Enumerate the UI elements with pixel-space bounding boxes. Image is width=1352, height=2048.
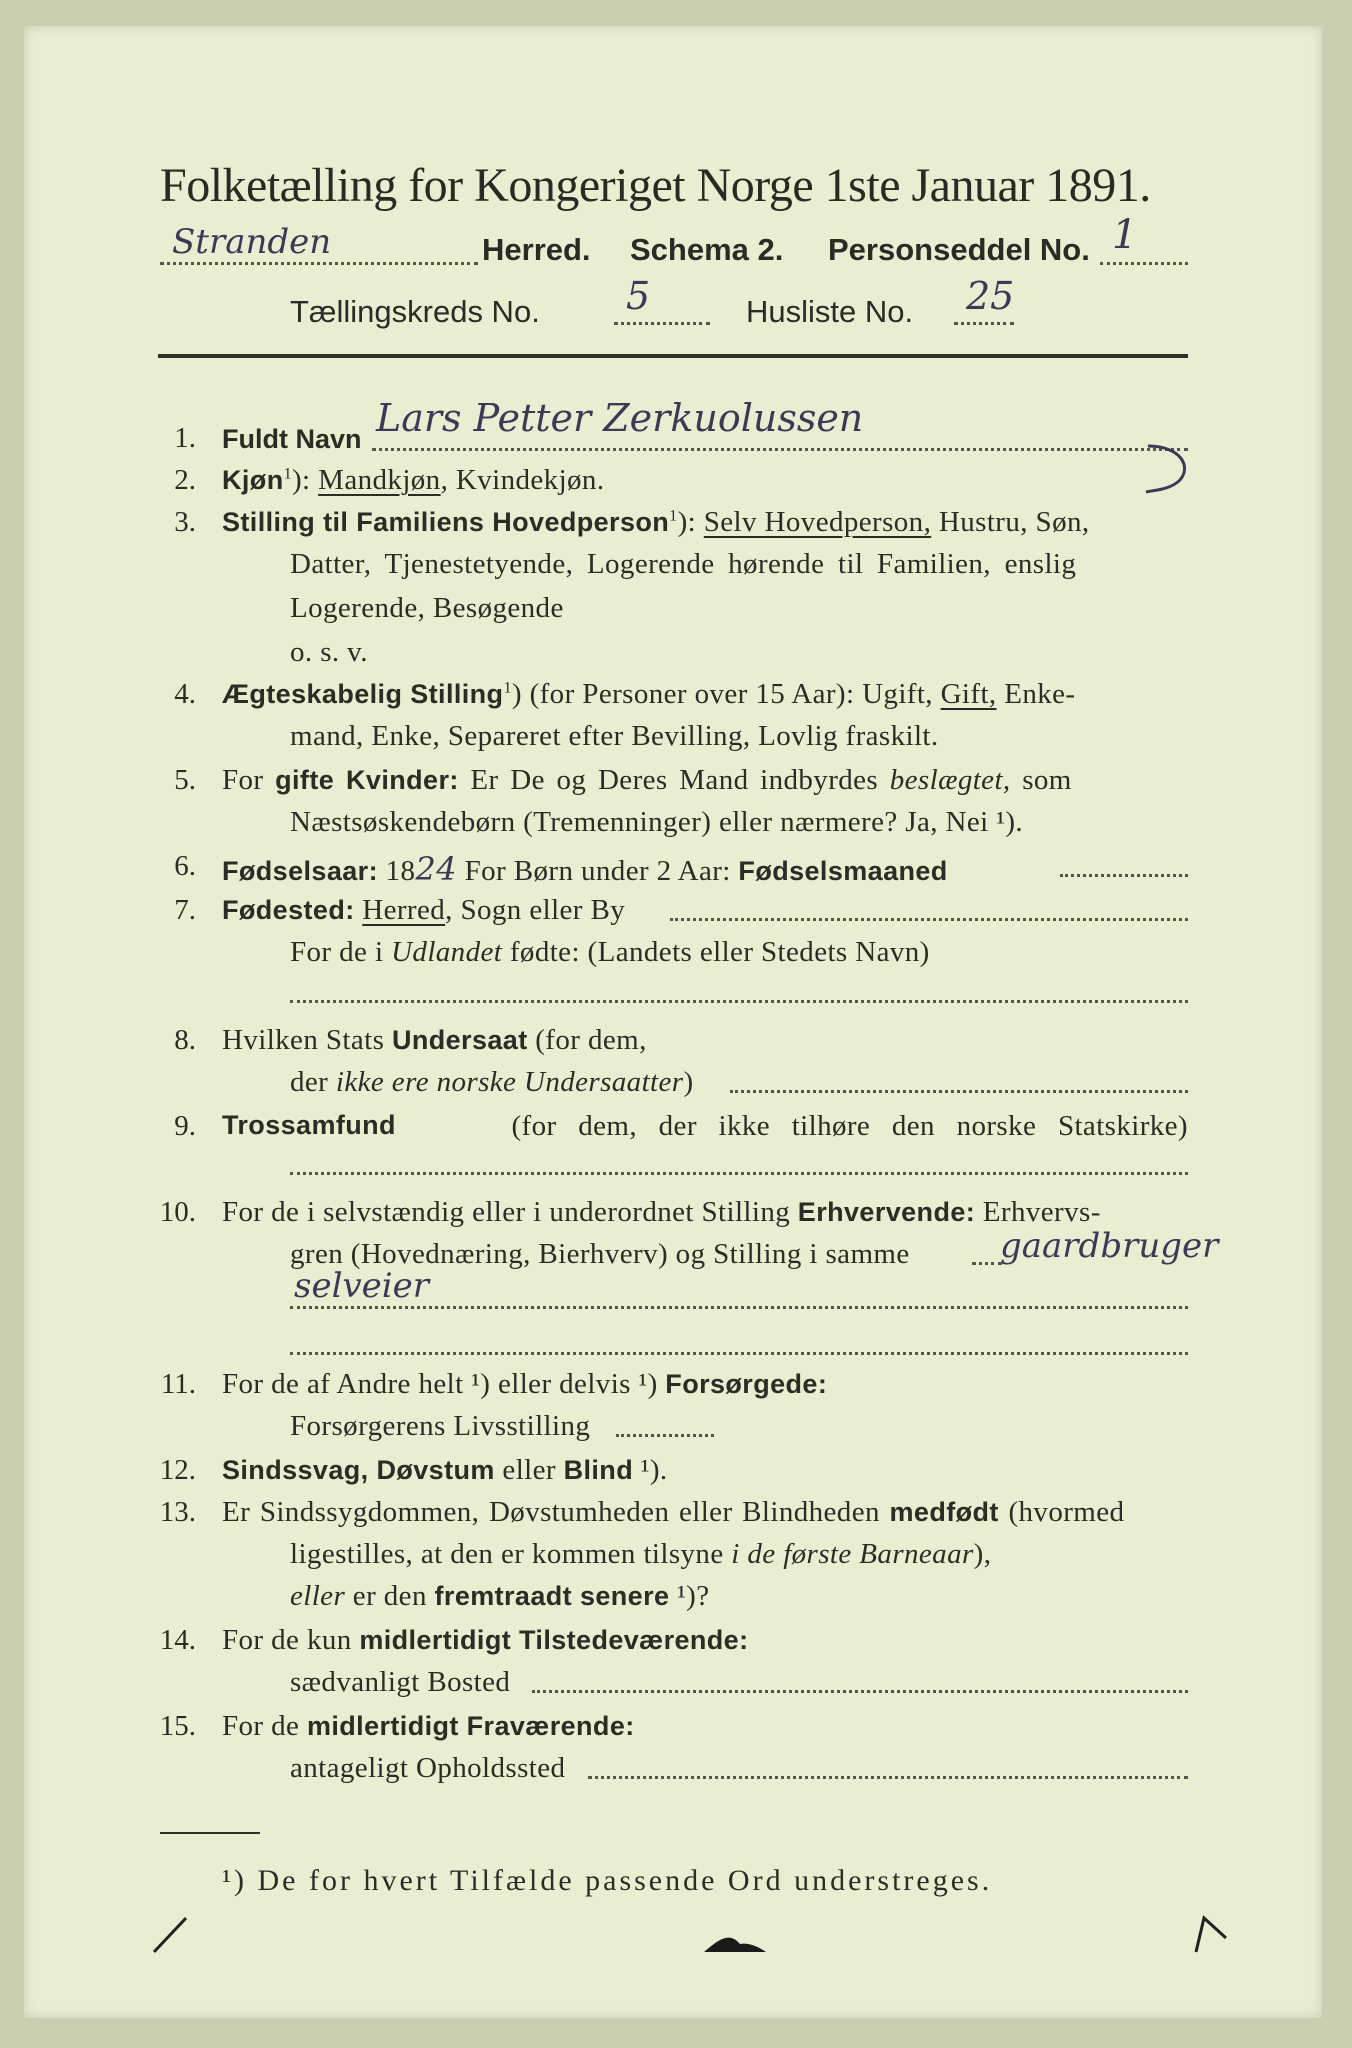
item-11-number: 11. <box>160 1368 196 1400</box>
item-10-dotted-line2 <box>290 1306 1188 1309</box>
item-12-number: 12. <box>159 1454 196 1486</box>
item-11-label: Forsørgede: <box>665 1369 828 1399</box>
item-3-option-selv-hovedperson: Selv Hovedperson, <box>703 506 932 538</box>
item-9-dotted-line <box>290 1172 1188 1175</box>
item-13-line3 <box>290 1580 710 1613</box>
item-12-rest2: ¹). <box>633 1454 668 1486</box>
item-5-label: gifte Kvinder: <box>275 765 459 795</box>
item-2-option-mandkjon: Mandkjøn <box>318 464 441 496</box>
item-8-line2 <box>290 1066 694 1099</box>
item-1-value-handwritten: Lars Petter Zerkuolussen <box>376 396 864 440</box>
item-9-rest1: (for dem, der ikke tilhøre den norske Statskirke) <box>511 1110 1188 1142</box>
item-15-dotted-line <box>588 1776 1188 1779</box>
item-4-sup: 1 <box>503 679 512 697</box>
item-13-line1 <box>222 1496 1124 1529</box>
item-13-line3-italic: eller <box>290 1580 346 1612</box>
item-10-dotted-line3 <box>290 1352 1188 1355</box>
item-10-handwritten-1: gaardbruger <box>1000 1226 1219 1266</box>
item-10-number: 10. <box>159 1196 196 1228</box>
item-5-pre: For <box>222 764 276 796</box>
kreds-number: 5 <box>626 274 651 318</box>
item-6-rest1: For Børn under 2 Aar: <box>456 855 739 887</box>
item-13-pre: Er Sindssygdommen, Døvstumheden eller Blindheden <box>222 1496 890 1528</box>
item-3-line4: o. s. v. <box>290 636 368 668</box>
item-11-dotted-line <box>616 1434 714 1437</box>
item-14-line1 <box>222 1624 749 1657</box>
margin-mark-right <box>1186 1908 1236 1958</box>
item-11-line2: Forsørgerens Livsstilling <box>290 1410 591 1442</box>
header-rule <box>158 354 1188 358</box>
husliste-number: 25 <box>966 274 1015 318</box>
item-12-label: Sindssvag, Døvstum <box>222 1455 495 1485</box>
item-2-sup: 1 <box>283 465 292 483</box>
item-8-line2b: ) <box>683 1066 694 1098</box>
item-8-line2-italic: ikke ere norske Undersaatter <box>335 1066 684 1098</box>
margin-mark-center <box>700 1930 770 1960</box>
item-8-number: 8. <box>174 1024 196 1056</box>
item-13-label: medfødt <box>889 1497 999 1527</box>
item-9-line1 <box>222 1110 1188 1143</box>
item-1-label: Fuldt Navn <box>222 424 362 454</box>
item-4-rest2: Enke- <box>996 678 1076 710</box>
item-10-line2: gren (Hovednæring, Bierhverv) og Stilling i samme <box>290 1238 910 1270</box>
item-6-label2: Fødselsmaaned <box>738 856 948 886</box>
item-5-number: 5. <box>174 764 196 796</box>
form-title: Folketælling for Kongeriget Norge 1ste Januar 1891. <box>160 159 1151 212</box>
personseddel-label: Personseddel No. <box>828 232 1090 267</box>
item-9-label: Trossamfund <box>222 1110 396 1140</box>
item-13-line3-bold: fremtraadt senere <box>434 1581 670 1611</box>
item-2-label: Kjøn <box>222 465 284 495</box>
item-7-line1 <box>222 894 625 927</box>
item-12-rest1: eller <box>494 1454 564 1486</box>
item-15-label: midlertidigt Fraværende: <box>306 1711 635 1741</box>
item-15-number: 15. <box>159 1710 196 1742</box>
item-2-number: 2. <box>174 464 196 496</box>
item-4-option-gift: Gift, <box>940 678 997 710</box>
item-2-text <box>222 464 604 497</box>
item-13-line2 <box>290 1538 991 1571</box>
item-6-label: Fødselsaar: <box>222 856 378 886</box>
item-14-line2: sædvanligt Bosted <box>290 1666 511 1698</box>
item-2-rest2: , Kvindekjøn. <box>440 464 605 496</box>
herred-label: Herred. <box>482 232 591 267</box>
item-15-line2: antageligt Opholdssted <box>290 1752 566 1784</box>
item-8-line1 <box>222 1024 647 1057</box>
item-4-label: Ægteskabelig Stilling <box>222 679 504 709</box>
item-14-dotted-line <box>532 1690 1188 1693</box>
kreds-dotted-line <box>614 322 710 325</box>
husliste-label: Husliste No. <box>746 294 914 329</box>
item-8-dotted-line <box>730 1090 1188 1093</box>
item-5-line1 <box>222 764 1072 797</box>
item-3-line3: Logerende, Besøgende <box>290 592 564 624</box>
item-7-rest1: , Sogn eller By <box>445 894 626 926</box>
item-7-number: 7. <box>174 894 196 926</box>
item-8-line2a: der <box>290 1066 336 1098</box>
item-3-line1 <box>222 506 1188 539</box>
item-13-line2b: ), <box>973 1538 992 1570</box>
item-13-number: 13. <box>159 1496 196 1528</box>
kreds-label: Tællingskreds No. <box>290 294 540 329</box>
item-3-line2: Datter, Tjenestetyende, Logerende hørende til Familien, enslig <box>290 548 1077 580</box>
item-3-number: 3. <box>174 506 196 538</box>
item-7-dotted-line2 <box>290 1000 1188 1003</box>
item-3-label: Stilling til Familiens Hovedperson <box>222 507 670 537</box>
item-10-line1 <box>222 1196 1101 1229</box>
item-13-rest1: (hvormed <box>998 1496 1125 1528</box>
item-10-label: Erhvervende: <box>797 1197 976 1227</box>
item-4-rest1: ) (for Personer over 15 Aar): Ugift, <box>511 678 941 710</box>
item-12-label2: Blind <box>563 1455 634 1485</box>
item-6-year-prefix: 18 <box>385 855 416 887</box>
item-7-line2b: fødte: (Landets eller Stedets Navn) <box>502 936 930 968</box>
item-1-number: 1. <box>174 422 196 454</box>
item-7-option-herred: Herred <box>362 894 446 926</box>
item-2-brace-mark <box>1140 440 1200 500</box>
item-8-rest1: (for dem, <box>527 1024 647 1056</box>
item-6-line1 <box>222 850 948 888</box>
item-11-pre: For de af Andre helt ¹) eller delvis ¹) <box>222 1368 666 1400</box>
item-5-italic: beslægtet, <box>889 764 1011 796</box>
item-10-rest1: Erhvervs- <box>975 1196 1101 1228</box>
item-7-label: Fødested: <box>222 895 355 925</box>
item-15-line1 <box>222 1710 635 1743</box>
item-6-number: 6. <box>174 850 196 882</box>
item-10-pre: For de i selvstændig eller i underordnet Stilling <box>222 1196 798 1228</box>
item-3-rest2: Hustru, Søn, <box>931 506 1090 538</box>
item-4-line1 <box>222 678 1075 711</box>
item-14-label: midlertidigt Tilstedeværende: <box>359 1625 749 1655</box>
item-3-rest1: ): <box>677 506 704 538</box>
item-3-sup: 1 <box>669 507 678 525</box>
item-5-rest2: som <box>1010 764 1072 796</box>
item-7-dotted-line <box>670 918 1188 921</box>
item-5-rest1: Er De og Deres Mand indbyrdes <box>458 764 890 796</box>
footnote-text: ¹) De for hvert Tilfælde passende Ord understreges. <box>222 1864 993 1897</box>
item-10-dotted-line <box>972 1262 1002 1265</box>
item-10-handwritten-2: selveier <box>294 1266 430 1306</box>
personseddel-number: 1 <box>1112 212 1138 258</box>
item-15-pre: For de <box>222 1710 307 1742</box>
husliste-dotted-line <box>954 322 1014 325</box>
item-6-year-handwritten: 24 <box>415 850 457 888</box>
item-13-line2-italic: i de første Barneaar <box>731 1538 974 1570</box>
district-dotted-line <box>160 262 478 265</box>
item-14-pre: For de kun <box>222 1624 360 1656</box>
item-2-rest1: ): <box>292 464 319 496</box>
item-7-line2-italic: Udlandet <box>391 936 503 968</box>
footnote-rule <box>160 1832 260 1834</box>
item-7-line2 <box>290 936 930 969</box>
item-8-label: Undersaat <box>391 1025 528 1055</box>
item-11-line1 <box>222 1368 827 1401</box>
district-handwritten: Stranden <box>172 222 332 262</box>
schema-label: Schema 2. <box>630 232 784 267</box>
item-14-number: 14. <box>159 1624 196 1656</box>
item-7-line2a: For de i <box>290 936 392 968</box>
item-6-dotted-line <box>1060 874 1188 877</box>
item-13-line3c: ¹)? <box>669 1580 710 1612</box>
item-12-line1 <box>222 1454 668 1487</box>
item-4-number: 4. <box>174 678 196 710</box>
margin-mark-left <box>146 1910 196 1960</box>
personseddel-dotted-line <box>1100 262 1188 265</box>
item-13-line3a: er den <box>345 1580 435 1612</box>
item-1-dotted-line <box>372 448 1188 451</box>
item-9-number: 9. <box>174 1110 196 1142</box>
item-4-line2: mand, Enke, Separeret efter Bevilling, Lovlig fraskilt. <box>290 720 939 752</box>
item-5-line2: Næstsøskendebørn (Tremenninger) eller nærmere? Ja, Nei ¹). <box>290 806 1024 838</box>
item-13-line2a: ligestilles, at den er kommen tilsyne <box>290 1538 732 1570</box>
item-8-pre: Hvilken Stats <box>222 1024 392 1056</box>
